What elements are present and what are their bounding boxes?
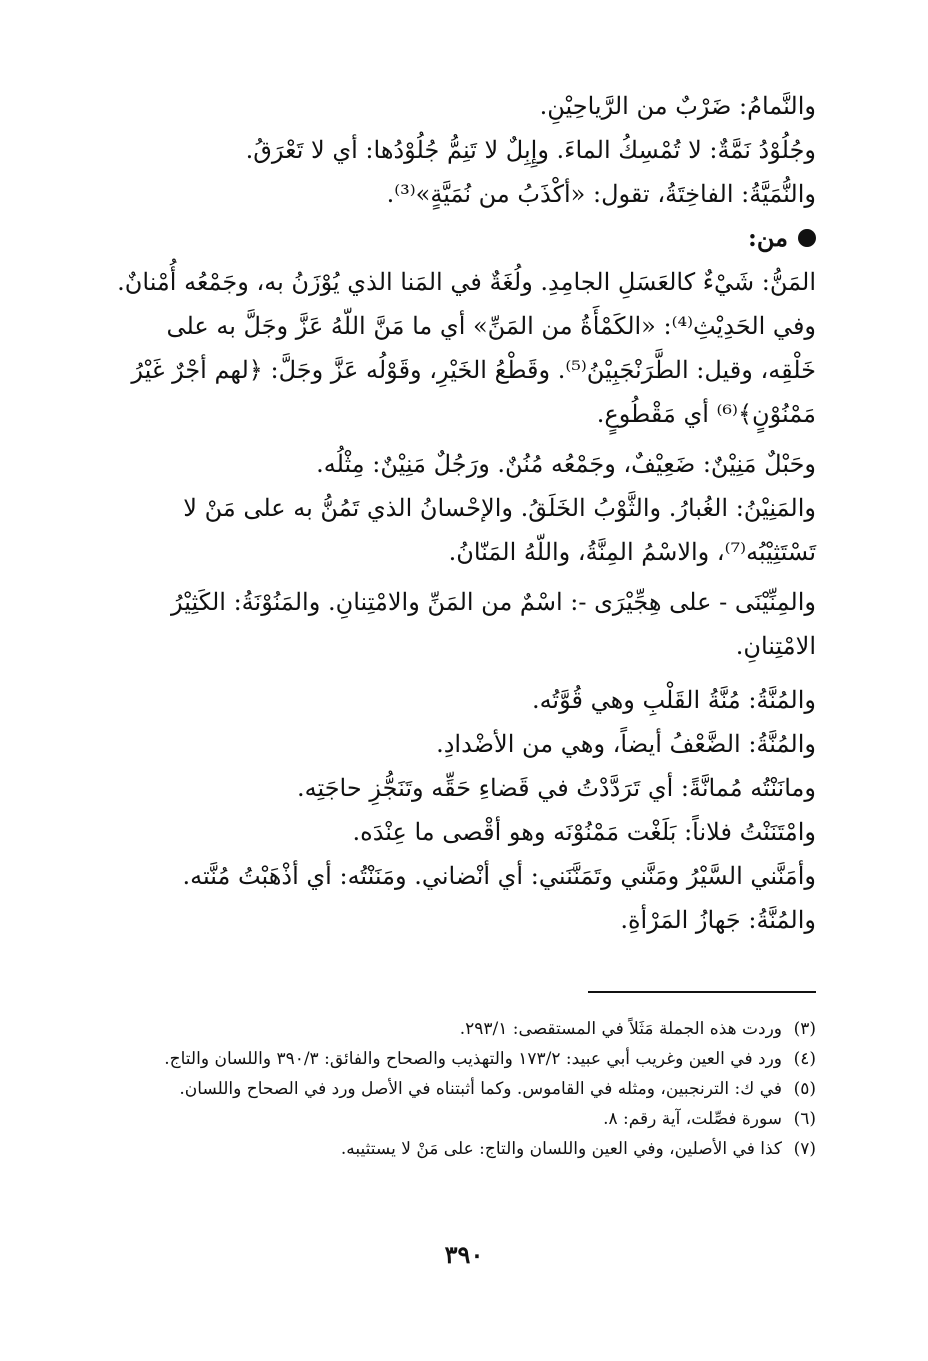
entry-line: والمُنَّةُ: الضَّعْفُ أيضاً، وهي من الأضْدادِ. bbox=[436, 730, 816, 758]
footnote-number: (٣) bbox=[793, 1019, 816, 1039]
footnote bbox=[104, 1044, 816, 1074]
entry-line: ومانَنْتُه مُمانَّةً: أي تَرَدَّدْتُ في قَضاءِ حَقِّه وتَنَجُّزِ حاجَتِه. bbox=[296, 774, 816, 802]
footnote bbox=[104, 1014, 816, 1044]
entry-paragraph: المَنُّ: شَيْءٌ كالعَسَلِ الجامِدِ. ولُغَةٌ في المَنا الذي يُوْزَنُ به، وجَمْعُه أُمْنانٌ. وفي الحَدِيْثِ⁽⁴⁾: «الكَمْأَةُ من المَنِّ» أي ما مَنَّ اللّهُ عَزَّ وجَلَّ به على خَلْقِه، وقيل: الطَّرَنْجَبِيْنُ⁽⁵⁾. وقَطْعُ الخَيْرِ، وقَوْلُه عَزَّ وجَلَّ: ﴿لهم أجْرٌ غَيْرُ مَمْنُوْنٍ﴾⁽⁶⁾ أي مَقْطُوعٍ. bbox=[117, 268, 816, 428]
entry-line: وامْتَنَنْتُ فلاناً: بَلَغْت مَمْنُوْنَه وهو أقْصى ما عِنْدَه. bbox=[352, 818, 816, 846]
footnote-text: كذا في الأصلين، وفي العين واللسان والتاج: على مَنْ لا يستثيبه. bbox=[340, 1139, 782, 1159]
footnote-number: (٤) bbox=[793, 1049, 816, 1069]
footnote-text: ورد في العين وغريب أبي عبيد: ١٧٣/٢ والتهذيب والصحاح والفائق: ٣٩٠/٣ واللسان والتاج. bbox=[164, 1049, 782, 1069]
footnote-number: (٦) bbox=[793, 1109, 816, 1129]
entry-line: والنُّمَيَّةُ: الفاخِتَةُ، تقول: «أكْذَبُ من نُمَيَّةٍ»⁽³⁾. bbox=[386, 180, 816, 208]
entry-paragraph: والمَنِيْنُ: الغُبارُ. والثَّوْبُ الخَلَقُ. والإحْسانُ الذي تَمُنُّ به على مَنْ لا تَسْتَثِيْبُه⁽⁷⁾، والاسْمُ المِنَّةُ، واللّهُ المَنّانُ. bbox=[183, 494, 816, 566]
entry-paragraph: وحَبْلٌ مَنِيْنٌ: ضَعِيْفٌ، وجَمْعُه مُنُنٌ. ورَجُلٌ مَنِيْنٌ: مِثْلُه. bbox=[316, 450, 816, 478]
entry-line: والمُنَّةُ: جَهازُ المَرْأةِ. bbox=[620, 906, 816, 934]
entry-line: وأمَنَّني السَّيْرُ ومَنَّني وتَمَنَّنَني: أي أنْضاني. ومَنَنْتُه: أي أذْهَبْتُ مُنَّته. bbox=[182, 862, 816, 890]
bullet-icon bbox=[798, 229, 816, 247]
footnote bbox=[104, 1074, 816, 1104]
footnote-text: في ك: الترنجبين، ومثله في القاموس. وكما أثبتناه في الأصل ورد في الصحاح واللسان. bbox=[179, 1079, 782, 1099]
main-text bbox=[104, 84, 816, 942]
entry-line: وجُلُوْدُ نَمَّةٌ: لا تُمْسِكُ الماءَ. وإِبِلٌ لا تَنِمُّ جُلُوْدُها: أي لا تَعْرَقُ. bbox=[245, 136, 816, 164]
section-heading bbox=[104, 216, 816, 260]
footnote-text: سورة فصِّلت، آية رقم: ٨. bbox=[603, 1109, 782, 1129]
entry-paragraph: والمِنِّيْنَى - على هِجِّيْرَى -: اسْمٌ من المَنِّ والامْتِنانِ. والمَنُوْنَةُ: الكَثِيْرُ الامْتِنانِ. bbox=[171, 588, 816, 660]
footnote bbox=[104, 1134, 816, 1164]
footnote-divider bbox=[588, 991, 816, 993]
section-heading-label: من: bbox=[748, 223, 788, 252]
footnote-number: (٧) bbox=[793, 1139, 816, 1159]
page-number: ٣٩٠ bbox=[444, 1240, 484, 1269]
footnote bbox=[104, 1104, 816, 1134]
entry-line: والنَّمامُ: ضَرْبٌ من الرَّياحِيْنِ. bbox=[539, 92, 816, 120]
footnotes bbox=[104, 1014, 816, 1164]
footnote-number: (٥) bbox=[793, 1079, 816, 1099]
entry-line: والمُنَّةُ: مُنَّةُ القَلْبِ وهي قُوَّتُه. bbox=[531, 686, 816, 714]
footnote-text: وردت هذه الجملة مَثَلاً في المستقصى: ٢٩٣/١. bbox=[459, 1019, 782, 1039]
